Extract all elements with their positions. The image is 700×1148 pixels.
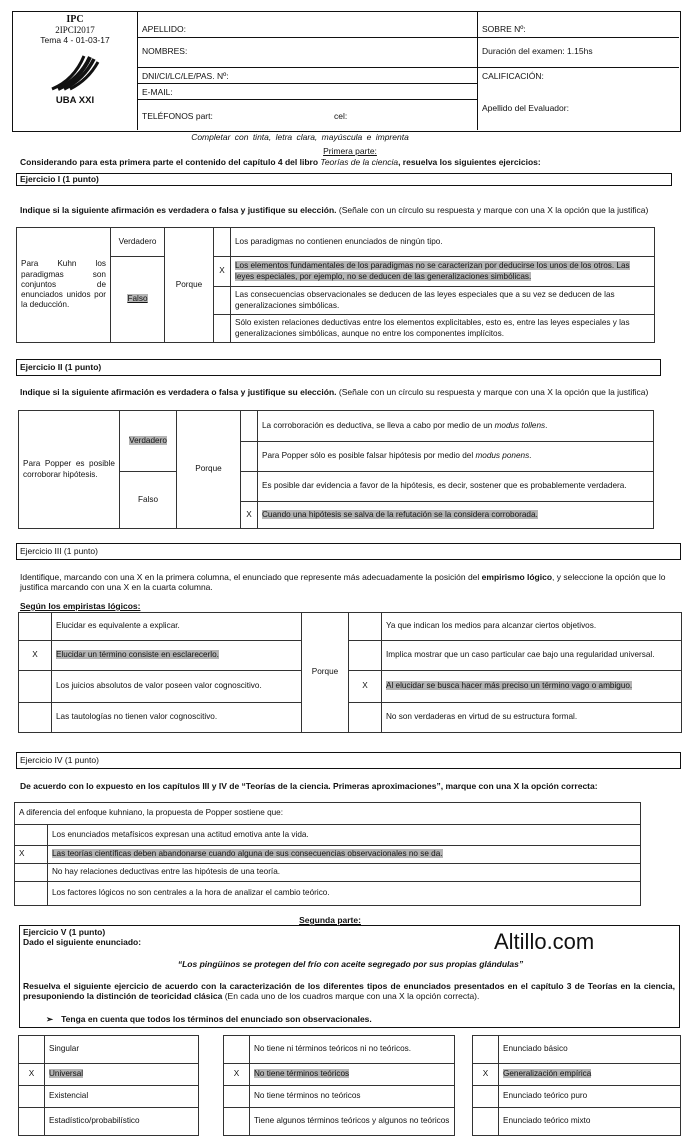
ex3-subtitle: Según los empiristas lógicos: <box>20 601 141 611</box>
ex3-left-3: Las tautologías no tienen valor cognoscitivo. <box>52 703 302 733</box>
ex3-left-1 <box>52 641 302 671</box>
ex3-mark-r-3[interactable] <box>349 703 382 733</box>
ex5-c1-option-1-text: Universal <box>49 1069 84 1079</box>
ex4-table <box>14 802 641 906</box>
ex4-option-1 <box>48 846 641 864</box>
intro-text-end: , resuelva los siguientes ejercicios: <box>398 157 541 167</box>
header-right-panel <box>478 12 679 130</box>
ex5-c3-mark-1[interactable]: X <box>473 1064 499 1086</box>
ex2-option-2: Es posible dar evidencia a favor de la hipótesis, es decir, sostener que es probablemente verdadera. <box>258 472 654 502</box>
ex5-c1-mark-3[interactable] <box>19 1108 45 1136</box>
ex5-resolve-bold: Resuelva el siguiente ejercicio de acuerdo con la caracterización de los diferentes tipos de enunciados presentados en el capítulo 3 de Teorías en la ciencia, presuponiendo la distinción de teoricidad clásica <box>23 981 675 1002</box>
ex1-instr-rest: (Señale con un círculo su respuesta y marque con una X la opción que la justifica) <box>336 205 649 215</box>
ex2-title: Ejercicio II (1 punto) <box>16 359 661 376</box>
divider <box>478 37 679 38</box>
intro-book: Teorías de la ciencia <box>320 157 399 167</box>
ex1-option-1-text: Los elementos fundamentales de los paradigmas no se caracterizan por deducirse los unos de los otros. Las leyes especiales, por ejemplo, no se deducen de las generalizaciones simbólicas. <box>235 261 630 281</box>
ex4-title: Ejercicio IV (1 punto) <box>16 752 681 769</box>
ex3-instr-bold: empirismo lógico <box>481 572 553 582</box>
divider <box>138 99 478 100</box>
ex5-quote: “Los pingüinos se protegen del frío con aceite segregado por sus propias glándulas” <box>177 959 524 969</box>
ex4-option-1-text: Las teorías científicas deben abandonarse cuando alguna de sus consecuencias observacionales no se da. <box>52 849 443 859</box>
ex3-left-2: Los juicios absolutos de valor poseen valor cognoscitivo. <box>52 671 302 703</box>
ex2-instr-bold: Indique si la siguiente afirmación es verdadera o falsa y justifique su elección. <box>20 387 337 397</box>
ex4-option-3: Los factores lógicos no son centrales a la hora de analizar el cambio teórico. <box>48 882 641 906</box>
ex2-mark-3[interactable]: X <box>241 502 258 529</box>
ex1-instr-bold: Indique si la siguiente afirmación es verdadera o falsa y justifique su elección. <box>20 205 337 215</box>
header-left-panel <box>13 12 138 130</box>
calificacion-field[interactable]: CALIFICACIÓN: <box>482 71 544 81</box>
ex4-mark-1[interactable]: X <box>15 846 48 864</box>
ex2-mark-0[interactable] <box>241 411 258 442</box>
ex5-c3-mark-2[interactable] <box>473 1086 499 1108</box>
ex5-c3-option-1-text: Generalización empírica <box>503 1069 592 1079</box>
ex1-instruction <box>20 206 685 216</box>
ex3-right-2-text: Al elucidar se busca hacer más preciso un término vago o ambiguo. <box>386 681 633 691</box>
ex1-porque: Porque <box>165 228 214 343</box>
ex3-title: Ejercicio III (1 punto) <box>16 543 681 560</box>
ex2-opt1-text: Para Popper sólo es posible falsar hipótesis por medio del <box>262 451 476 461</box>
ex1-mark-2[interactable] <box>214 287 231 315</box>
ex1-table <box>16 227 655 343</box>
ex3-mark-r-1[interactable] <box>349 641 382 671</box>
ex3-mark-l-0[interactable] <box>19 613 52 641</box>
ex3-table <box>18 612 682 733</box>
telefonos-field[interactable]: TELÉFONOS part: <box>142 111 213 121</box>
ex3-right-3: No son verdaderas en virtud de su estructura formal. <box>382 703 682 733</box>
ex5-c2-mark-0[interactable] <box>224 1036 250 1064</box>
ex4-mark-0[interactable] <box>15 825 48 846</box>
ex5-c3-option-3: Enunciado teórico mixto <box>499 1108 681 1136</box>
ex4-option-0: Los enunciados metafísicos expresan una actitud emotiva ante la vida. <box>48 825 641 846</box>
part1-intro <box>20 157 690 167</box>
header-middle-panel <box>138 12 478 130</box>
ex5-c2-mark-2[interactable] <box>224 1086 250 1108</box>
ex2-verdadero: Verdadero <box>129 435 167 445</box>
ex3-left-1-text: Elucidar un término consiste en esclarecerlo. <box>56 650 219 660</box>
ex3-right-1: Implica mostrar que un caso particular cae bajo una regularidad universal. <box>382 641 682 671</box>
ex3-left-0: Elucidar es equivalente a explicar. <box>52 613 302 641</box>
ex2-option-3 <box>258 502 654 529</box>
ex5-c1-mark-1[interactable]: X <box>19 1064 45 1086</box>
ex1-verdadero[interactable]: Verdadero <box>111 228 165 257</box>
ex5-c2-option-1 <box>250 1064 455 1086</box>
evaluador-field[interactable]: Apellido del Evaluador: <box>482 103 569 113</box>
ex5-c1-mark-2[interactable] <box>19 1086 45 1108</box>
ex1-option-0-text: Los paradigmas no contienen enunciados de ningún tipo. <box>235 236 443 246</box>
cel-field[interactable]: cel: <box>334 111 348 121</box>
ex1-falso-cell[interactable] <box>111 257 165 343</box>
ex5-resolve <box>23 981 675 1001</box>
ex1-falso: Falso <box>127 294 148 304</box>
bullet-arrow-icon: ➢ <box>46 1014 54 1024</box>
ex1-mark-0[interactable] <box>214 228 231 257</box>
ex2-mark-1[interactable] <box>241 442 258 472</box>
sobre-field[interactable]: SOBRE Nº: <box>482 24 526 34</box>
ex5-c3-option-0: Enunciado básico <box>499 1036 681 1064</box>
ex5-c3-mark-0[interactable] <box>473 1036 499 1064</box>
ex2-statement: Para Popper es posible corroborar hipótesis. <box>19 411 120 529</box>
course-code: 2IPCI2017 <box>55 25 95 35</box>
ex5-c1-option-2: Existencial <box>45 1086 199 1108</box>
ex3-right-2 <box>382 671 682 703</box>
email-field[interactable]: E-MAIL: <box>142 87 173 97</box>
ex3-mark-l-1[interactable]: X <box>19 641 52 671</box>
exam-header <box>12 11 681 132</box>
ex3-porque: Porque <box>302 613 349 733</box>
ex2-opt1-em: modus ponens <box>475 451 530 461</box>
ex5-box <box>19 925 680 1028</box>
ex5-table-1 <box>18 1035 199 1136</box>
ex5-c2-option-3: Tiene algunos términos teóricos y algunos no teóricos <box>250 1108 455 1136</box>
ex1-option-0 <box>231 228 655 257</box>
ex5-note <box>46 1014 372 1025</box>
ex5-note-text: Tenga en cuenta que todos los términos del enunciado son observacionales. <box>61 1014 372 1024</box>
ex4-mark-2[interactable] <box>15 864 48 882</box>
ex5-title: Ejercicio V (1 punto) <box>23 927 106 937</box>
ex1-mark-3[interactable] <box>214 315 231 343</box>
fill-instruction: Completar con tinta, letra clara, mayúscula e imprenta <box>191 132 409 142</box>
ex2-mark-2[interactable] <box>241 472 258 502</box>
ex3-mark-l-3[interactable] <box>19 703 52 733</box>
ex5-c2-option-0: No tiene ni términos teóricos ni no teóricos. <box>250 1036 455 1064</box>
ex2-porque: Porque <box>177 411 241 529</box>
apellido-field[interactable]: APELLIDO: <box>142 24 186 34</box>
ex3-instruction <box>20 572 690 592</box>
ex5-c2-option-1-text: No tiene términos teóricos <box>254 1069 350 1079</box>
ex5-c2-mark-3[interactable] <box>224 1108 250 1136</box>
ex4-mark-3[interactable] <box>15 882 48 906</box>
ex5-c1-mark-0[interactable] <box>19 1036 45 1064</box>
dni-field[interactable]: DNI/CI/LC/LE/PAS. Nº: <box>142 71 229 81</box>
ex5-c1-option-0: Singular <box>45 1036 199 1064</box>
ex4-head: A diferencia del enfoque kuhniano, la propuesta de Popper sostiene que: <box>15 803 641 825</box>
intro-text: Considerando para esta primera parte el contenido del capítulo 4 del libro <box>20 157 321 167</box>
ex5-given: Dado el siguiente enunciado: <box>23 937 142 947</box>
divider <box>138 83 478 84</box>
ex2-instruction <box>20 388 685 398</box>
duracion-label: Duración del examen: 1.15hs <box>482 46 593 56</box>
topic-date: Tema 4 - 01-03-17 <box>40 35 110 45</box>
ex1-option-2: Las consecuencias observacionales se deducen de las leyes especiales que a su vez se deducen de las generalizaciones simbólicas. <box>231 287 655 315</box>
ex3-instr-pre: Identifique, marcando con una X en la primera columna, el enunciado que represente más adecuadamente la posición del <box>20 572 482 582</box>
ex3-instr-post: , y seleccione la opción que lo justifica marcando con una X en la cuarta columna. <box>20 572 666 593</box>
ex4-instruction: De acuerdo con lo expuesto en los capítulos III y IV de “Teorías de la ciencia. Primeras aproximaciones”, marque con una X la opción correcta: <box>20 781 598 791</box>
ex1-title: Ejercicio I (1 punto) <box>16 173 672 186</box>
ex5-c2-option-2: No tiene términos no teóricos <box>250 1086 455 1108</box>
ex2-falso[interactable]: Falso <box>120 472 177 529</box>
ex5-c3-mark-3[interactable] <box>473 1108 499 1136</box>
ex2-option-0: La corroboración es deductiva, se lleva a cabo por medio de un modus tollens. <box>258 411 654 442</box>
ex2-opt0-text: La corroboración es deductiva, se lleva a cabo por medio de un <box>262 420 495 430</box>
ex1-mark-1[interactable]: X <box>214 257 231 287</box>
ex2-instr-rest: (Señale con un círculo su respuesta y marque con una X la opción que la justifica) <box>336 387 649 397</box>
ex5-c1-option-3: Estadístico/probabilístico <box>45 1108 199 1136</box>
ex3-mark-l-2[interactable] <box>19 671 52 703</box>
divider <box>138 67 478 68</box>
ex2-opt0-em: modus tollens <box>494 420 546 430</box>
uba-logo-icon <box>50 53 100 93</box>
ex5-c3-option-2: Enunciado teórico puro <box>499 1086 681 1108</box>
ex5-c3-option-1 <box>499 1064 681 1086</box>
ex2-table <box>18 410 654 529</box>
ex3-mark-r-2[interactable]: X <box>349 671 382 703</box>
ex1-option-1 <box>231 257 655 287</box>
ex5-c2-mark-1[interactable]: X <box>224 1064 250 1086</box>
ex1-statement: Para Kuhn los paradigmas son conjuntos de enunciados unidos por la deducción. <box>17 228 111 343</box>
ex5-c1-option-1 <box>45 1064 199 1086</box>
ex3-mark-r-0[interactable] <box>349 613 382 641</box>
ex2-option-3-text: Cuando una hipótesis se salva de la refutación se la considera corroborada. <box>262 509 538 519</box>
nombres-field[interactable]: NOMBRES: <box>142 46 188 56</box>
watermark-text: Altillo.com <box>494 929 595 954</box>
part1-title: Primera parte: <box>323 146 377 156</box>
ex2-option-1: Para Popper sólo es posible falsar hipótesis por medio del modus ponens. <box>258 442 654 472</box>
logo-text: UBA XXI <box>55 95 95 106</box>
course-name: IPC <box>66 14 84 25</box>
ex3-right-0: Ya que indican los medios para alcanzar ciertos objetivos. <box>382 613 682 641</box>
divider <box>478 67 679 68</box>
part2-title: Segunda parte: <box>299 915 361 925</box>
ex5-table-2 <box>223 1035 455 1136</box>
ex1-option-3: Sólo existen relaciones deductivas entre los elementos explicitables, esto es, entre las leyes especiales y las generalizaciones simbólicas, aunque no entre los componentes implícitos. <box>231 315 655 343</box>
ex2-verdadero-cell[interactable] <box>120 411 177 472</box>
ex5-resolve-rest: (En cada uno de los cuadros marque con una X la opción correcta). <box>222 991 480 1002</box>
divider <box>138 37 478 38</box>
ex5-table-3 <box>472 1035 681 1136</box>
ex4-option-2: No hay relaciones deductivas entre las hipótesis de una teoría. <box>48 864 641 882</box>
